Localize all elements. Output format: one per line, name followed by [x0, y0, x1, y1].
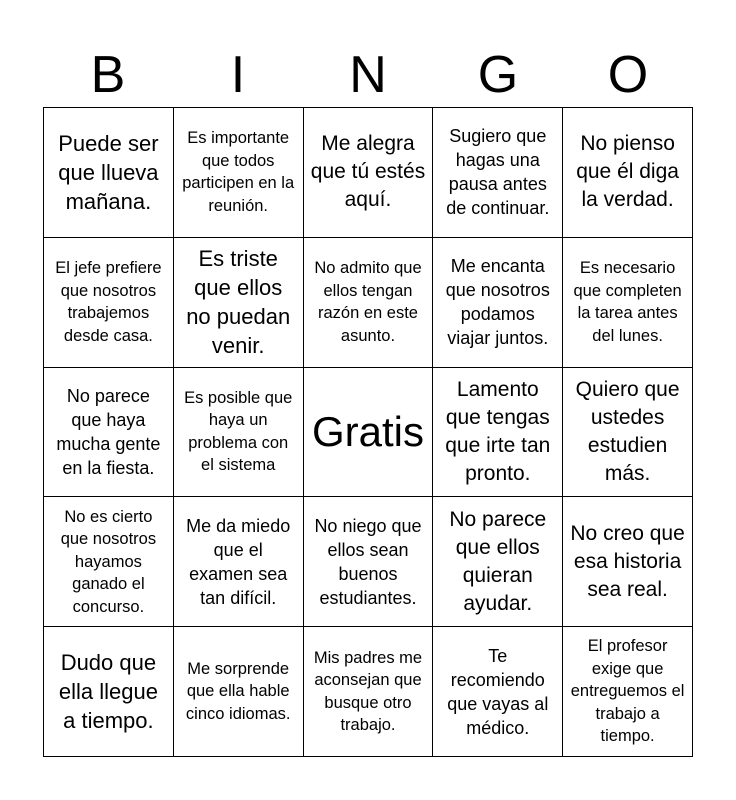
bingo-cell[interactable]: [563, 238, 693, 368]
bingo-cell[interactable]: [174, 368, 304, 498]
cell-text: Es posible que haya un problema con el sistema: [184, 388, 293, 475]
bingo-cell[interactable]: [174, 238, 304, 368]
cell-text: Sugiero que hagas una pausa antes de continuar.: [446, 126, 550, 219]
bingo-cell[interactable]: [304, 108, 434, 238]
bingo-cell[interactable]: [304, 497, 434, 627]
cell-text: Me encanta que nosotros podamos viajar juntos.: [445, 256, 550, 349]
free-space-text: Gratis: [311, 407, 424, 455]
header-letter-i: I: [230, 46, 246, 104]
bingo-cell[interactable]: [304, 238, 434, 368]
bingo-cell[interactable]: [563, 497, 693, 627]
cell-text: No es cierto que nosotros hayamos ganado el concurso.: [60, 507, 157, 616]
cell-text: No niego que ellos sean buenos estudiantes.: [314, 515, 422, 608]
cell-text: El jefe prefiere que nosotros trabajemos desde casa.: [55, 259, 162, 345]
header-letter-o: O: [607, 46, 649, 104]
cell-text: El profesor exige que entreguemos el trabajo a tiempo.: [570, 637, 685, 746]
cell-text: Me da miedo que el examen sea tan difícil.: [186, 515, 291, 608]
bingo-cell[interactable]: [433, 368, 563, 498]
cell-text: Puede ser que llueva mañana.: [58, 130, 159, 214]
bingo-cell[interactable]: [44, 627, 174, 757]
bingo-cell[interactable]: [44, 497, 174, 627]
cell-text: Es importante que todos participen en la reunión.: [182, 129, 295, 215]
cell-text: No pienso que él diga la verdad.: [576, 132, 679, 212]
bingo-cell[interactable]: [563, 108, 693, 238]
bingo-cell[interactable]: [44, 108, 174, 238]
bingo-cell[interactable]: [44, 238, 174, 368]
cell-text: Es necesario que completen la tarea antes del lunes.: [573, 259, 682, 345]
cell-text: Dudo que ella llegue a tiempo.: [58, 650, 158, 734]
bingo-cell[interactable]: [563, 627, 693, 757]
bingo-cell[interactable]: [174, 108, 304, 238]
header-letter-n: N: [349, 46, 387, 104]
bingo-card-grid: [43, 107, 693, 757]
header-letter-b: B: [90, 46, 126, 104]
cell-text: No parece que haya mucha gente en la fiesta.: [56, 385, 161, 478]
bingo-cell[interactable]: [433, 238, 563, 368]
cell-text: Me alegra que tú estés aquí.: [310, 132, 426, 212]
cell-text: No creo que esa historia sea real.: [570, 521, 685, 601]
cell-text: Te recomiendo que vayas al médico.: [447, 645, 549, 738]
cell-text: Quiero que ustedes estudien más.: [575, 377, 680, 485]
bingo-free-space[interactable]: [304, 368, 434, 498]
cell-text: No parece que ellos quieran ayudar.: [449, 507, 547, 615]
bingo-cell[interactable]: [433, 497, 563, 627]
bingo-cell[interactable]: [563, 368, 693, 498]
cell-text: No admito que ellos tengan razón en este asunto.: [314, 259, 422, 345]
bingo-cell[interactable]: [174, 627, 304, 757]
bingo-cell[interactable]: [433, 108, 563, 238]
header-letter-g: G: [477, 46, 519, 104]
cell-text: Lamento que tengas que irte tan pronto.: [445, 377, 551, 485]
bingo-header: [43, 42, 693, 108]
bingo-cell[interactable]: [304, 627, 434, 757]
bingo-cell[interactable]: [174, 497, 304, 627]
cell-text: Mis padres me aconsejan que busque otro trabajo.: [313, 648, 423, 735]
cell-text: Es triste que ellos no puedan venir.: [186, 246, 291, 359]
bingo-cell[interactable]: [44, 368, 174, 498]
cell-text: Me sorprende que ella hable cinco idiomas.: [185, 659, 291, 723]
bingo-cell[interactable]: [433, 627, 563, 757]
